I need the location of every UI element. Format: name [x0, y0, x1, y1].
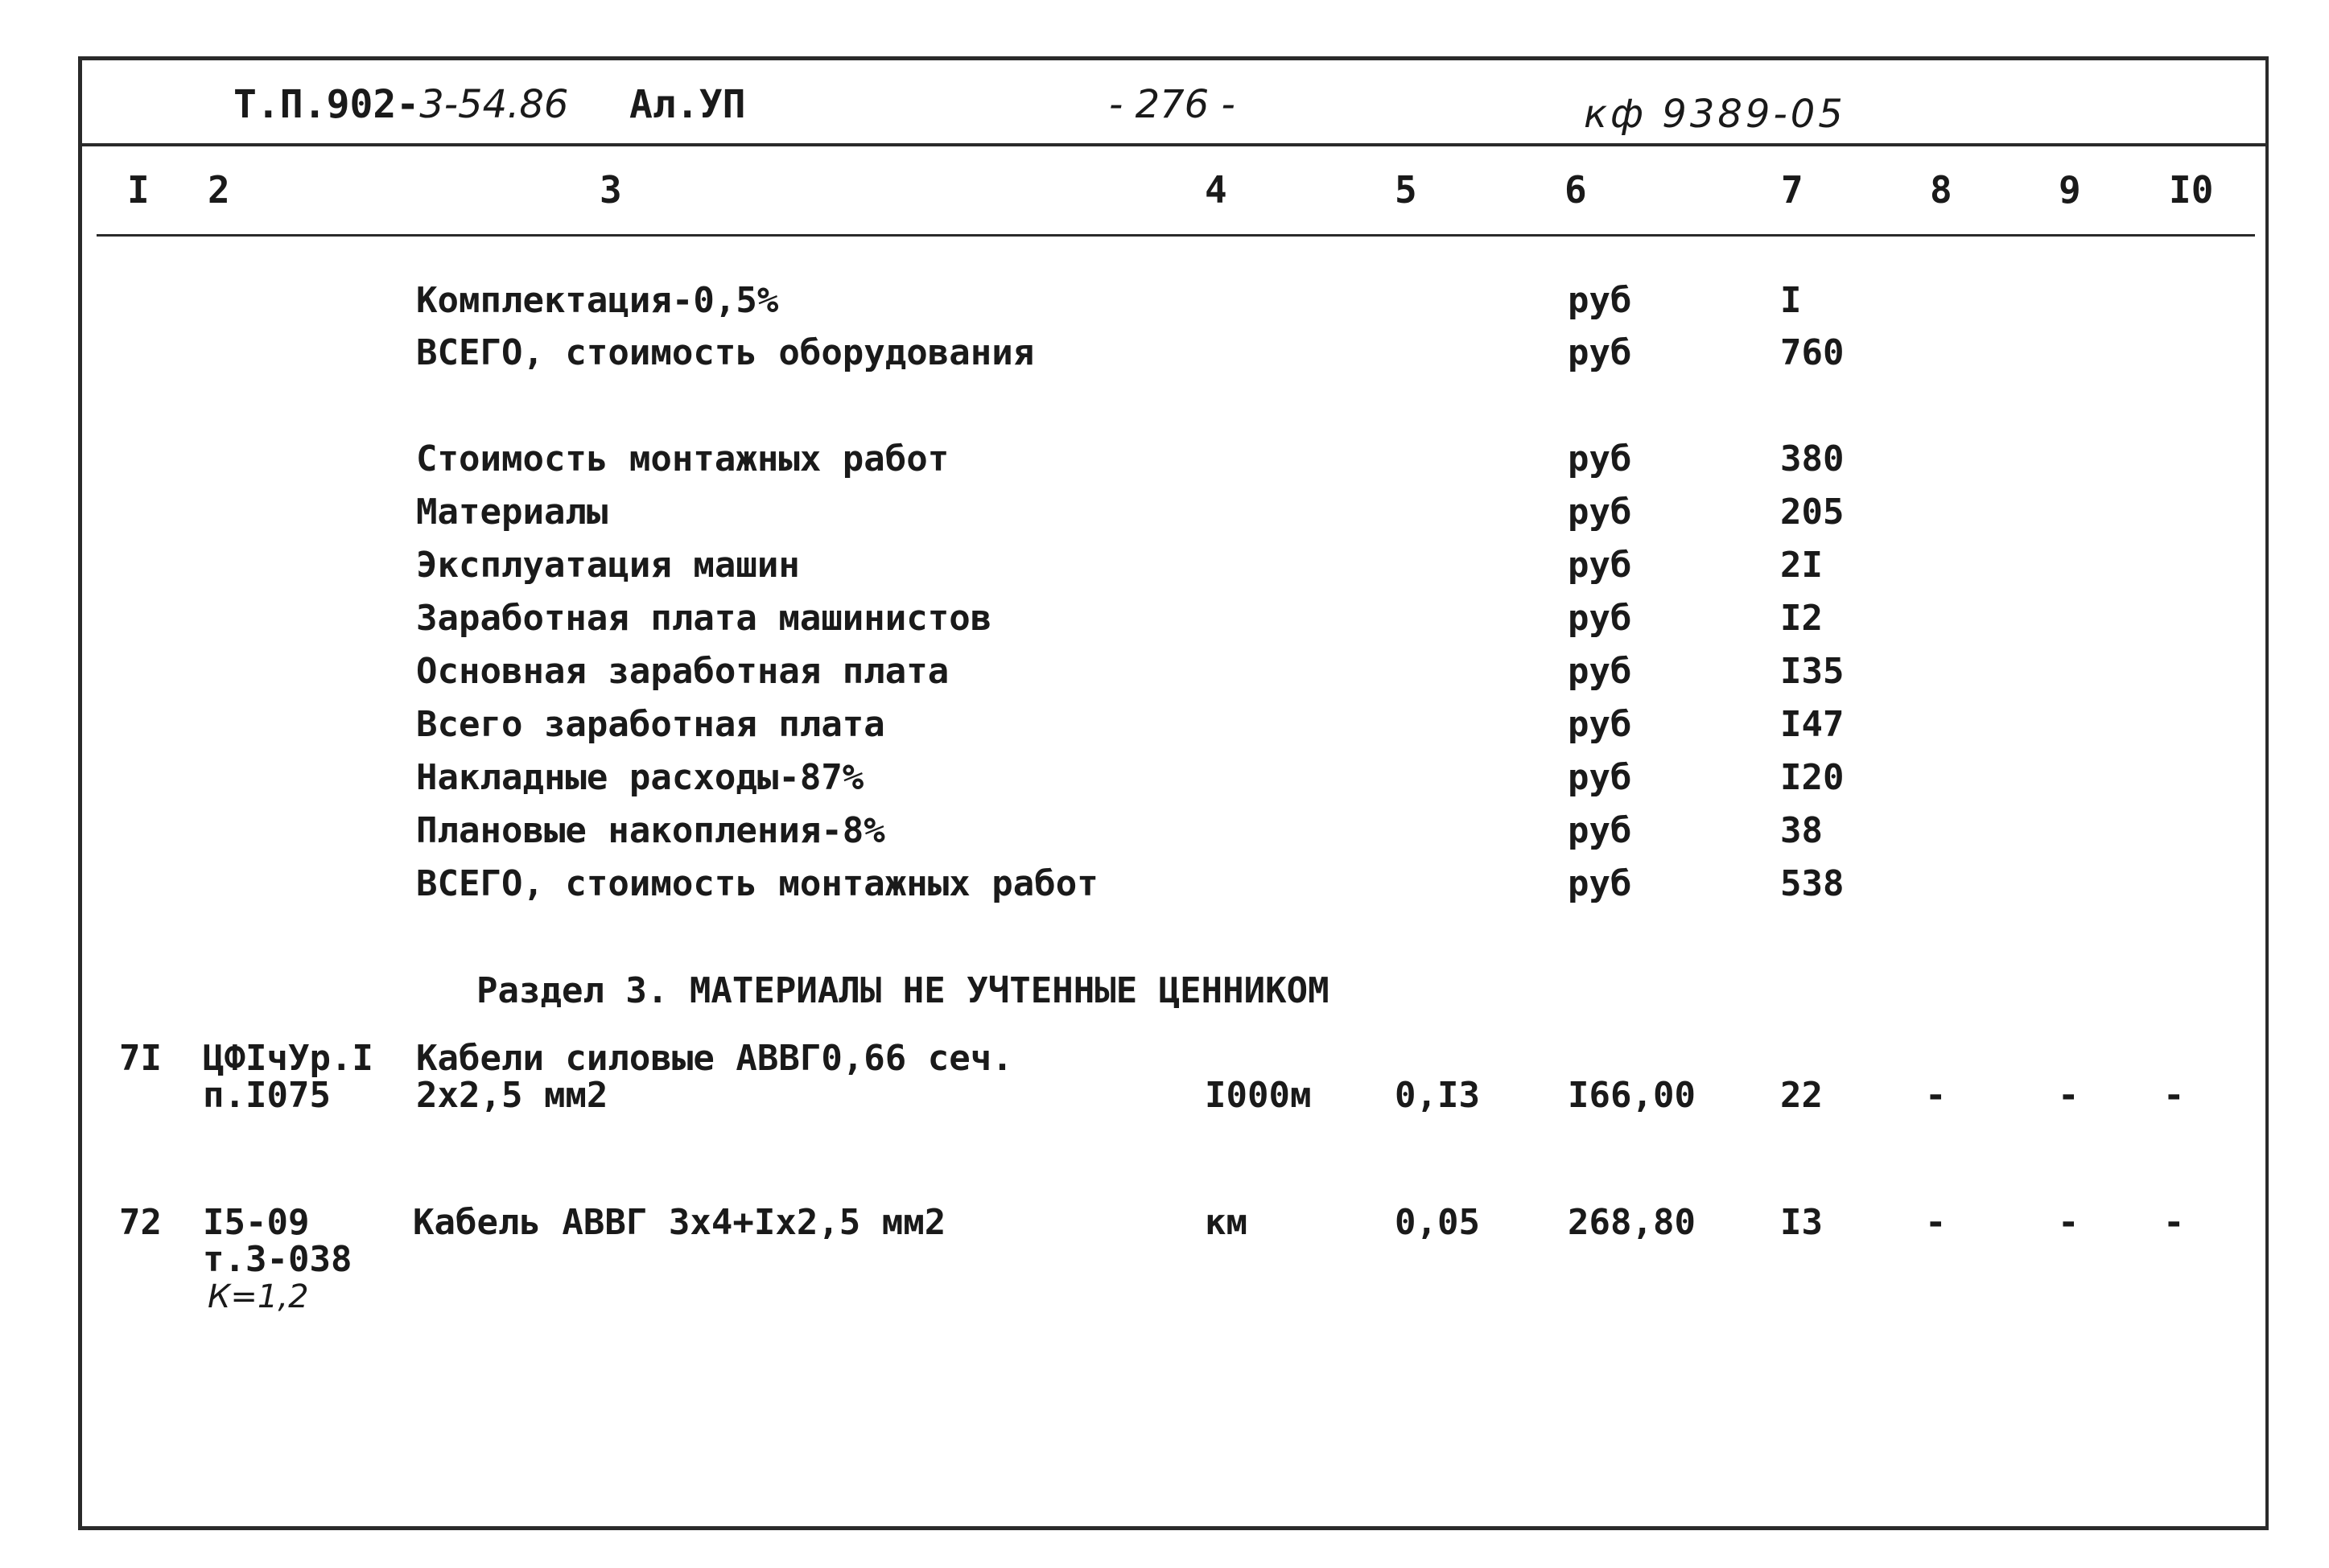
summary-value: I2 [1780, 598, 1823, 639]
page-number: - 276 - [1109, 82, 1235, 127]
summary-label: Заработная плата машинистов [416, 598, 992, 639]
summary-value: 205 [1780, 492, 1845, 533]
item-col10: - [2163, 1202, 2185, 1243]
summary-unit: руб [1568, 598, 1632, 639]
col-num-1: I [127, 168, 150, 212]
item-ref: т.3-038 [203, 1239, 352, 1280]
item-qty: 0,I3 [1395, 1075, 1480, 1116]
summary-label: Эксплуатация машин [416, 545, 800, 586]
item-ref: ЦФIчУр.I [203, 1038, 373, 1079]
summary-label: Всего заработная плата [416, 704, 885, 745]
item-ref-note: К=1,2 [208, 1278, 309, 1315]
summary-label: Накладные расходы-87% [416, 757, 864, 798]
item-col8: - [1925, 1075, 1947, 1116]
item-unit: I000м [1205, 1075, 1312, 1116]
item-number: 7I [119, 1038, 162, 1079]
col-num-6: 6 [1564, 168, 1587, 212]
item-price: I66,00 [1568, 1075, 1696, 1116]
summary-value: 538 [1780, 863, 1845, 904]
column-header-divider [97, 234, 2255, 237]
summary-value: 38 [1780, 810, 1823, 851]
item-col9: - [2058, 1202, 2080, 1243]
page-frame [78, 56, 2269, 1530]
summary-unit: руб [1568, 651, 1632, 692]
summary-value: I20 [1780, 757, 1845, 798]
summary-label: ВСЕГО, стоимость оборудования [416, 332, 1035, 373]
summary-unit: руб [1568, 704, 1632, 745]
summary-label: Основная заработная плата [416, 651, 950, 692]
summary-value: 2I [1780, 545, 1823, 586]
header-divider [78, 143, 2269, 146]
summary-unit: руб [1568, 280, 1632, 321]
summary-unit: руб [1568, 863, 1632, 904]
doc-code: Т.П.902-3-54.86 [233, 82, 569, 127]
col-num-3: 3 [600, 168, 622, 212]
item-qty: 0,05 [1395, 1202, 1480, 1243]
item-ref: п.I075 [203, 1075, 331, 1116]
item-name: 2х2,5 мм2 [416, 1075, 608, 1116]
col-num-9: 9 [2059, 168, 2081, 212]
item-col8: - [1925, 1202, 1947, 1243]
summary-unit: руб [1568, 545, 1632, 586]
stamp-number: кф 9389-05 [1584, 92, 1846, 137]
summary-unit: руб [1568, 810, 1632, 851]
summary-unit: руб [1568, 492, 1632, 533]
summary-value: I35 [1780, 651, 1845, 692]
col-num-5: 5 [1395, 168, 1417, 212]
item-ref: I5-09 [203, 1202, 310, 1243]
summary-label: ВСЕГО, стоимость монтажных работ [416, 863, 1099, 904]
summary-label: Комплектация-0,5% [416, 280, 779, 321]
item-name: Кабели силовые АВВГ0,66 сеч. [416, 1038, 1013, 1079]
item-col10: - [2163, 1075, 2185, 1116]
item-name: Кабель АВВГ 3х4+Iх2,5 мм2 [413, 1202, 946, 1243]
summary-value: I47 [1780, 704, 1845, 745]
col-num-10: I0 [2169, 168, 2214, 212]
item-price: 268,80 [1568, 1202, 1696, 1243]
album-label: Ал.УП [629, 82, 746, 127]
summary-value: 380 [1780, 438, 1845, 479]
item-total: I3 [1780, 1202, 1823, 1243]
summary-unit: руб [1568, 438, 1632, 479]
item-number: 72 [119, 1202, 162, 1243]
item-col9: - [2058, 1075, 2080, 1116]
item-unit: км [1205, 1202, 1247, 1243]
summary-unit: руб [1568, 332, 1632, 373]
section-title: Раздел 3. МАТЕРИАЛЫ НЕ УЧТЕННЫЕ ЦЕННИКОМ [476, 970, 1329, 1011]
summary-label: Материалы [416, 492, 608, 533]
summary-label: Стоимость монтажных работ [416, 438, 950, 479]
summary-value: I [1780, 280, 1802, 321]
col-num-2: 2 [208, 168, 230, 212]
col-num-8: 8 [1930, 168, 1952, 212]
item-total: 22 [1780, 1075, 1823, 1116]
col-num-7: 7 [1781, 168, 1803, 212]
col-num-4: 4 [1205, 168, 1227, 212]
summary-unit: руб [1568, 757, 1632, 798]
summary-label: Плановые накопления-8% [416, 810, 885, 851]
summary-value: 760 [1780, 332, 1845, 373]
